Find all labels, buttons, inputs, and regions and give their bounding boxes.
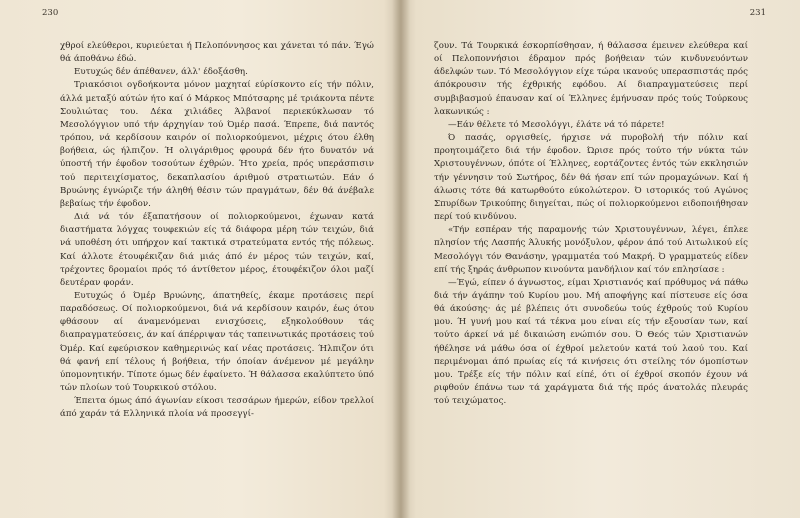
paragraph: —Εάν θέλετε τό Μεσολόγγι, έλάτε νά τό πάρετε! <box>448 119 665 130</box>
paragraph: Ευτυχώς ό Όμέρ Βρυώνης, άπατηθείς, έκαμε προτάσεις περί παραδόσεως. Οί πολιορκούμενοι, διά νά κερδίσουν καιρόν, έως ότου φθάσουν αί άναμενόμεναι ενισχύσεις, εξηκολούθουν τάς διαπραγματεύσεις, άν καί άπέρριψαν τάς ταπεινωτικάς προτάσεις τού Όμέρ. Καί εφεύρισκον καθημερινώς καί νέας προτάσεις. Ήλπιζον ότι θά φανή επί τέλους ή βοήθεια, τήν όποίαν άνέμενον μέ μεγάλην ύπομονητικήν. Τίποτε όμως δέν έφαίνετο. Ή θάλασσα εκαλύπτετο ύπό τών πλοίων τού Τουρκικού στόλου. <box>60 290 374 394</box>
paragraph: Τριακόσιοι ογδοήκοντα μόνον μαχηταί εύρίσκοντο είς τήν πόλιν, άλλά μεταξύ αύτών ήτο καί ό Μάρκος Μπότσαρης μέ τριάκοντα πέντε Σουλιώτας του. Δέκα χιλιάδες Άλβανοί περιεκύκλωσαν τό Μεσολόγγιον υπό τήν άρχηγίαν τού Όμέρ πασά. Έπρεπε, διά παντός τρόπου, νά κερδίσουν καιρόν οί πολιορκούμενοι, μέχρις ότου έλθη βοήθεια, ώς ήλπιζον. Ή ολιγάριθμος φρουρά δέν ήτο δυνατόν νά ύποστή τήν έφοδον τοσούτων έχθρών. Ήτο χρεία, πρός υπεράσπισιν τού περιτειχίσματος, δεκαπλασίου άριθμού στρατιωτών. Εάν ό Βρυώνης έγνώριζε τήν άληθή θέσιν τών πραγμάτων, δέν θά άνέβαλε βεβαίως τήν έφοδον. <box>60 80 374 209</box>
paragraph: χθροί ελεύθεροι, κυριεύεται ή Πελοπόννησος και χάνεται τό πάν. Έγώ θά άποθάνω έδώ. <box>60 41 374 65</box>
page-number-left: 230 <box>42 8 59 18</box>
paragraph: Ό πασάς, οργισθείς, ήρχισε νά πυροβολή τήν πόλιν καί προητοιμάζετο διά τήν έφοδον. Ώρισε πρός τούτο τήν νύκτα τών Χριστουγέννων, όπότε οί Έλληνες, εορτάζοντες έντός τών εκκλησιών τήν γέννησιν τού Σωτήρος, δέν θά ήσαν επί τών προμαχώνων. Καί ή άλωσις τότε θά κατωρθούτο εύκολώτερον. Ό ιστορικός τού Αγώνος Σπυρίδων Τρικούπης διηγείται, πώς οί πολιορκούμενοι ειδοποιήθησαν περί τού κινδύνου. <box>434 133 748 223</box>
right-page-text <box>434 40 748 408</box>
paragraph: «Τήν εσπέραν τής παραμονής τών Χριστουγέννων, λέγει, έπλεε πλησίον τής Λασπής Άλυκής μονόξυλον, φέρον άπό τού Αιτωλικού είς Μεσολόγγι τόν Θανάσην, γραμματέα τού Μακρή. Ό γραμματεύς είδεν επί τής ξηράς άνθρωπον κινούντα μανδήλιον καί τόν επλησίασε : <box>434 225 748 275</box>
paragraph: ζουν. Τά Τουρκικά έσκορπίσθησαν, ή θάλασσα έμεινεν ελεύθερα καί οί Πελοποννήσιοι έδραμον πρός βοήθειαν τών κινδυνευόντων άδελφών των. Τό Μεσολόγγιον είχε τώρα ικανούς υπερασπιστάς πρός άπόκρουσιν τής έχθρικής εφόδου. Αί διαπραγματεύσεις περί συμβιβασμού έπαυσαν καί οί Έλληνες έμήνυσαν πρός τούς Τούρκους λακωνικώς : <box>434 41 748 117</box>
left-page-text <box>60 40 374 422</box>
paragraph: Έπειτα όμως άπό άγωνίαν είκοσι τεσσάρων ήμερών, είδον τρελλοί άπό χαράν τά Ελληνικά πλοία νά προσεγγί- <box>60 396 374 420</box>
paragraph: Διά νά τόν έξαπατήσουν οί πολιορκούμενοι, έχωναν κατά διαστήματα λόγχας τουφεκιών είς τά διάφορα μέρη τών τειχών, διά νά υποθέση ότι υπήρχον καί τακτικά στρατεύματα εντός τής πόλεως. Καί άλλοτε έτουφέκιζαν διά μιάς άπό έν μέρος τών τειχών, καί, τρέχοντες δρομαίοι πρός τό άντίθετον μέρος, έτουφέκιζον όλοι μαζί δευτέραν φοράν. <box>60 212 374 288</box>
paragraph: —Έγώ, είπεν ό άγνωστος, είμαι Χριστιανός καί πρόθυμος νά πάθω διά τήν άγάπην τού Κυρίου μου. Μή αποφήγης καί πίστευσε είς όσα θά άκούσης· άς μέ βλέπεις ότι συνοδεύω τούς έχθρούς τού Κυρίου μου. Ή γυνή μου καί τά τέκνα μου είναι είς τήν εξουσίαν των, καί τούτο άρκεί νά μέ δικαιώση ενώπιόν σου. Ό Θεός τών Χριστιανών ήθέλησε νά μάθω όσα οί έχθροί μελετούν κατά τού λαού του. Καί περιμένομαι άπό πρωίας είς τά κινήσεις ότι στείλης τόν όμοπίστων μου. Τρέξε είς τήν πόλιν καί είπέ, ότι οί έχθροί σκοπόν έχουν νά ριφθούν έπάνω των τά χαράγματα διά τής πρός άνατολάς πλευράς τού τειχώματος. <box>434 277 748 407</box>
page-number-right: 231 <box>749 8 766 18</box>
paragraph: Ευτυχώς δέν άπέθανεν, άλλ' έδοξάσθη. <box>74 67 248 78</box>
right-page <box>400 0 800 518</box>
